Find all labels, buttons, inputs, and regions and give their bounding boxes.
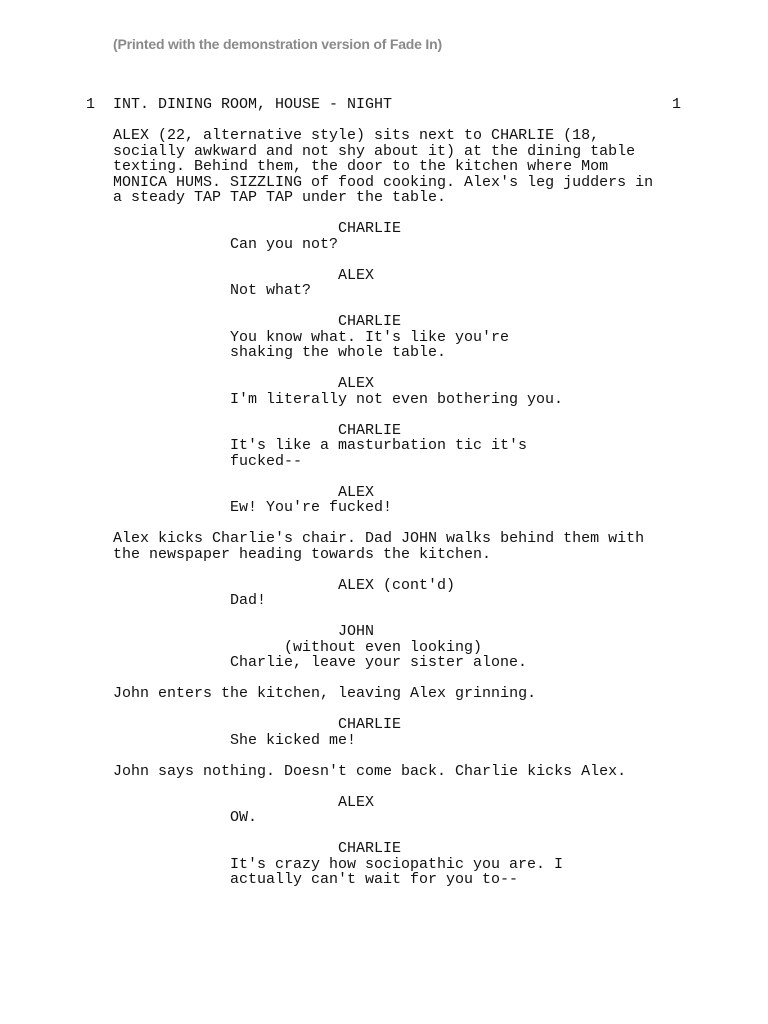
dialogue-line: Ew! You're fucked! xyxy=(230,499,393,516)
action-line: a steady TAP TAP TAP under the table. xyxy=(113,189,447,206)
action-line: MONICA HUMS. SIZZLING of food cooking. Alex's leg judders in xyxy=(113,173,654,191)
dialogue-line: She kicked me! xyxy=(230,731,357,749)
action-line: texting. Behind them, the door to the kitchen where Mom xyxy=(113,158,609,175)
screenplay-body xyxy=(0,97,768,888)
character-name: ALEX xyxy=(338,375,375,392)
dialogue-line: shaking the whole table. xyxy=(230,344,447,361)
scene-heading xyxy=(0,97,768,113)
dialogue-line: Charlie, leave your sister alone. xyxy=(230,654,528,671)
dialogue-line: fucked-- xyxy=(230,452,303,470)
scene-number-left: 1 xyxy=(86,96,96,113)
character-name: ALEX xyxy=(338,793,375,811)
character-name: ALEX (cont'd) xyxy=(338,576,456,594)
action-line: John enters the kitchen, leaving Alex grinning. xyxy=(113,685,537,702)
dialogue-line: You know what. It's like you're xyxy=(230,328,510,346)
watermark-text: (Printed with the demonstration version of Fade In) xyxy=(113,36,442,52)
dialogue-line: Not what? xyxy=(230,282,312,299)
scene-number-right: 1 xyxy=(672,96,682,113)
character-name: JOHN xyxy=(338,623,375,640)
parenthetical: (without even looking) xyxy=(284,638,483,656)
scene-slugline: INT. DINING ROOM, HOUSE - NIGHT xyxy=(113,96,393,113)
action-line: ALEX (22, alternative style) sits next to CHARLIE (18, xyxy=(113,127,600,144)
character-name: ALEX xyxy=(338,483,375,501)
dialogue-line: It's like a masturbation tic it's xyxy=(230,437,528,454)
dialogue-line: Can you not? xyxy=(230,235,339,253)
action-line: socially awkward and not shy about it) at the dining table xyxy=(113,142,636,160)
action-line: Alex kicks Charlie's chair. Dad JOHN walks behind them with xyxy=(113,530,645,547)
character-name: CHARLIE xyxy=(338,313,402,330)
dialogue-line: Dad! xyxy=(230,592,267,609)
character-name: CHARLIE xyxy=(338,716,402,733)
dialogue-line: OW. xyxy=(230,809,258,826)
character-name: CHARLIE xyxy=(338,220,402,237)
action-line: John says nothing. Doesn't come back. Charlie kicks Alex. xyxy=(113,762,627,780)
character-name: CHARLIE xyxy=(338,840,402,857)
action-line: the newspaper heading towards the kitchen. xyxy=(113,545,492,563)
dialogue-line: It's crazy how sociopathic you are. I xyxy=(230,855,564,873)
dialogue-line: I'm literally not even bothering you. xyxy=(230,390,564,408)
character-name: CHARLIE xyxy=(338,421,402,439)
dialogue-line: actually can't wait for you to-- xyxy=(230,871,519,888)
character-name: ALEX xyxy=(338,266,375,284)
